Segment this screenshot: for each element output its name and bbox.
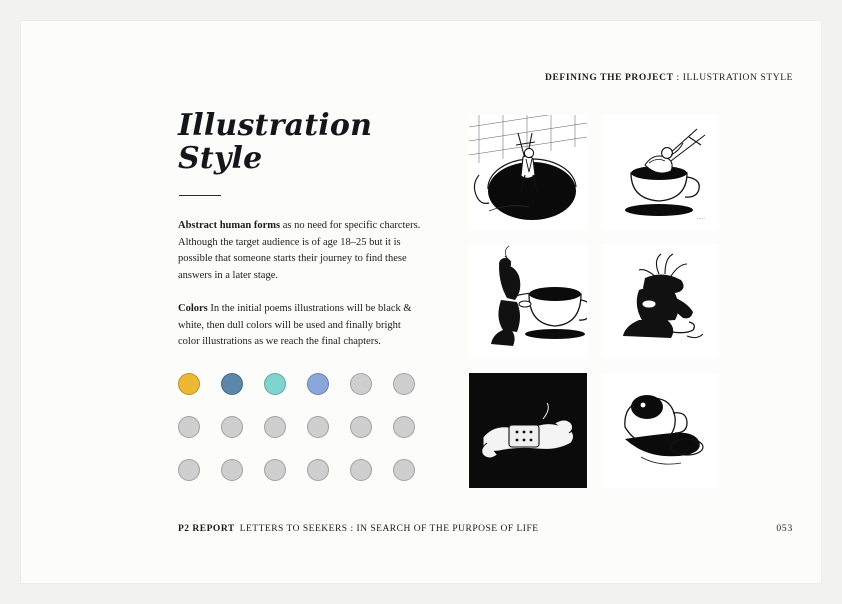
header-section-label: DEFINING THE PROJECT [545, 73, 674, 83]
color-swatch[interactable] [264, 416, 286, 438]
color-swatch[interactable] [350, 459, 372, 481]
illustration-figure-in-teacup-with-ladder[interactable] [601, 115, 719, 230]
header-separator: : [673, 73, 683, 83]
color-swatch[interactable] [221, 373, 243, 395]
footer-page-number: 053 [776, 524, 793, 534]
color-swatch[interactable] [307, 373, 329, 395]
color-swatch[interactable] [393, 459, 415, 481]
text-column [178, 109, 428, 368]
paragraph-colors [178, 301, 424, 351]
paragraph-body: In the initial poems illustrations will be black & white, then dull colors will be used and finally bright color illustrations as we reach the final chapters. [178, 303, 412, 348]
color-swatch[interactable] [307, 416, 329, 438]
illustration-seated-figure-with-plant[interactable] [601, 244, 719, 359]
page-title: Illustration Style [178, 108, 373, 176]
footer-report-label: P2 REPORT [178, 524, 235, 534]
document-page [21, 21, 821, 583]
color-swatch[interactable] [221, 459, 243, 481]
color-swatch[interactable] [350, 416, 372, 438]
paragraph-body: as no need for specific charcters. Although the target audience is of age 18–25 but it is possible that someone starts their journey to find these answers in a later stage. [178, 220, 421, 281]
color-swatch-grid [178, 373, 436, 502]
svg-text:.....: ..... [697, 215, 705, 221]
paragraph-abstract-human-forms [178, 218, 424, 284]
color-swatch[interactable] [393, 416, 415, 438]
illustration-figure-smoking-beside-cup[interactable] [469, 244, 587, 359]
page-footer [178, 524, 793, 534]
color-swatch[interactable] [307, 459, 329, 481]
paragraph-lead-in: Colors [178, 303, 208, 315]
color-swatch[interactable] [264, 459, 286, 481]
header-page-label: ILLUSTRATION STYLE [682, 73, 793, 83]
paragraph-lead-in: Abstract human forms [178, 220, 281, 231]
illustration-reclining-figure-with-bandage[interactable] [469, 373, 587, 488]
page-header [545, 73, 793, 83]
color-swatch[interactable] [264, 373, 286, 395]
illustration-grid [469, 115, 719, 488]
illustration-spilled-cup-with-face[interactable] [601, 373, 719, 488]
color-swatch[interactable] [178, 459, 200, 481]
illustration-figure-diving-into-cup[interactable] [469, 115, 587, 230]
color-swatch[interactable] [221, 416, 243, 438]
footer-left [178, 524, 539, 534]
title-divider [179, 195, 221, 196]
color-swatch[interactable] [178, 416, 200, 438]
color-swatch[interactable] [350, 373, 372, 395]
color-swatch[interactable] [393, 373, 415, 395]
color-swatch[interactable] [178, 373, 200, 395]
footer-project-title: LETTERS TO SEEKERS : IN SEARCH OF THE PURPOSE OF LIFE [239, 524, 539, 534]
